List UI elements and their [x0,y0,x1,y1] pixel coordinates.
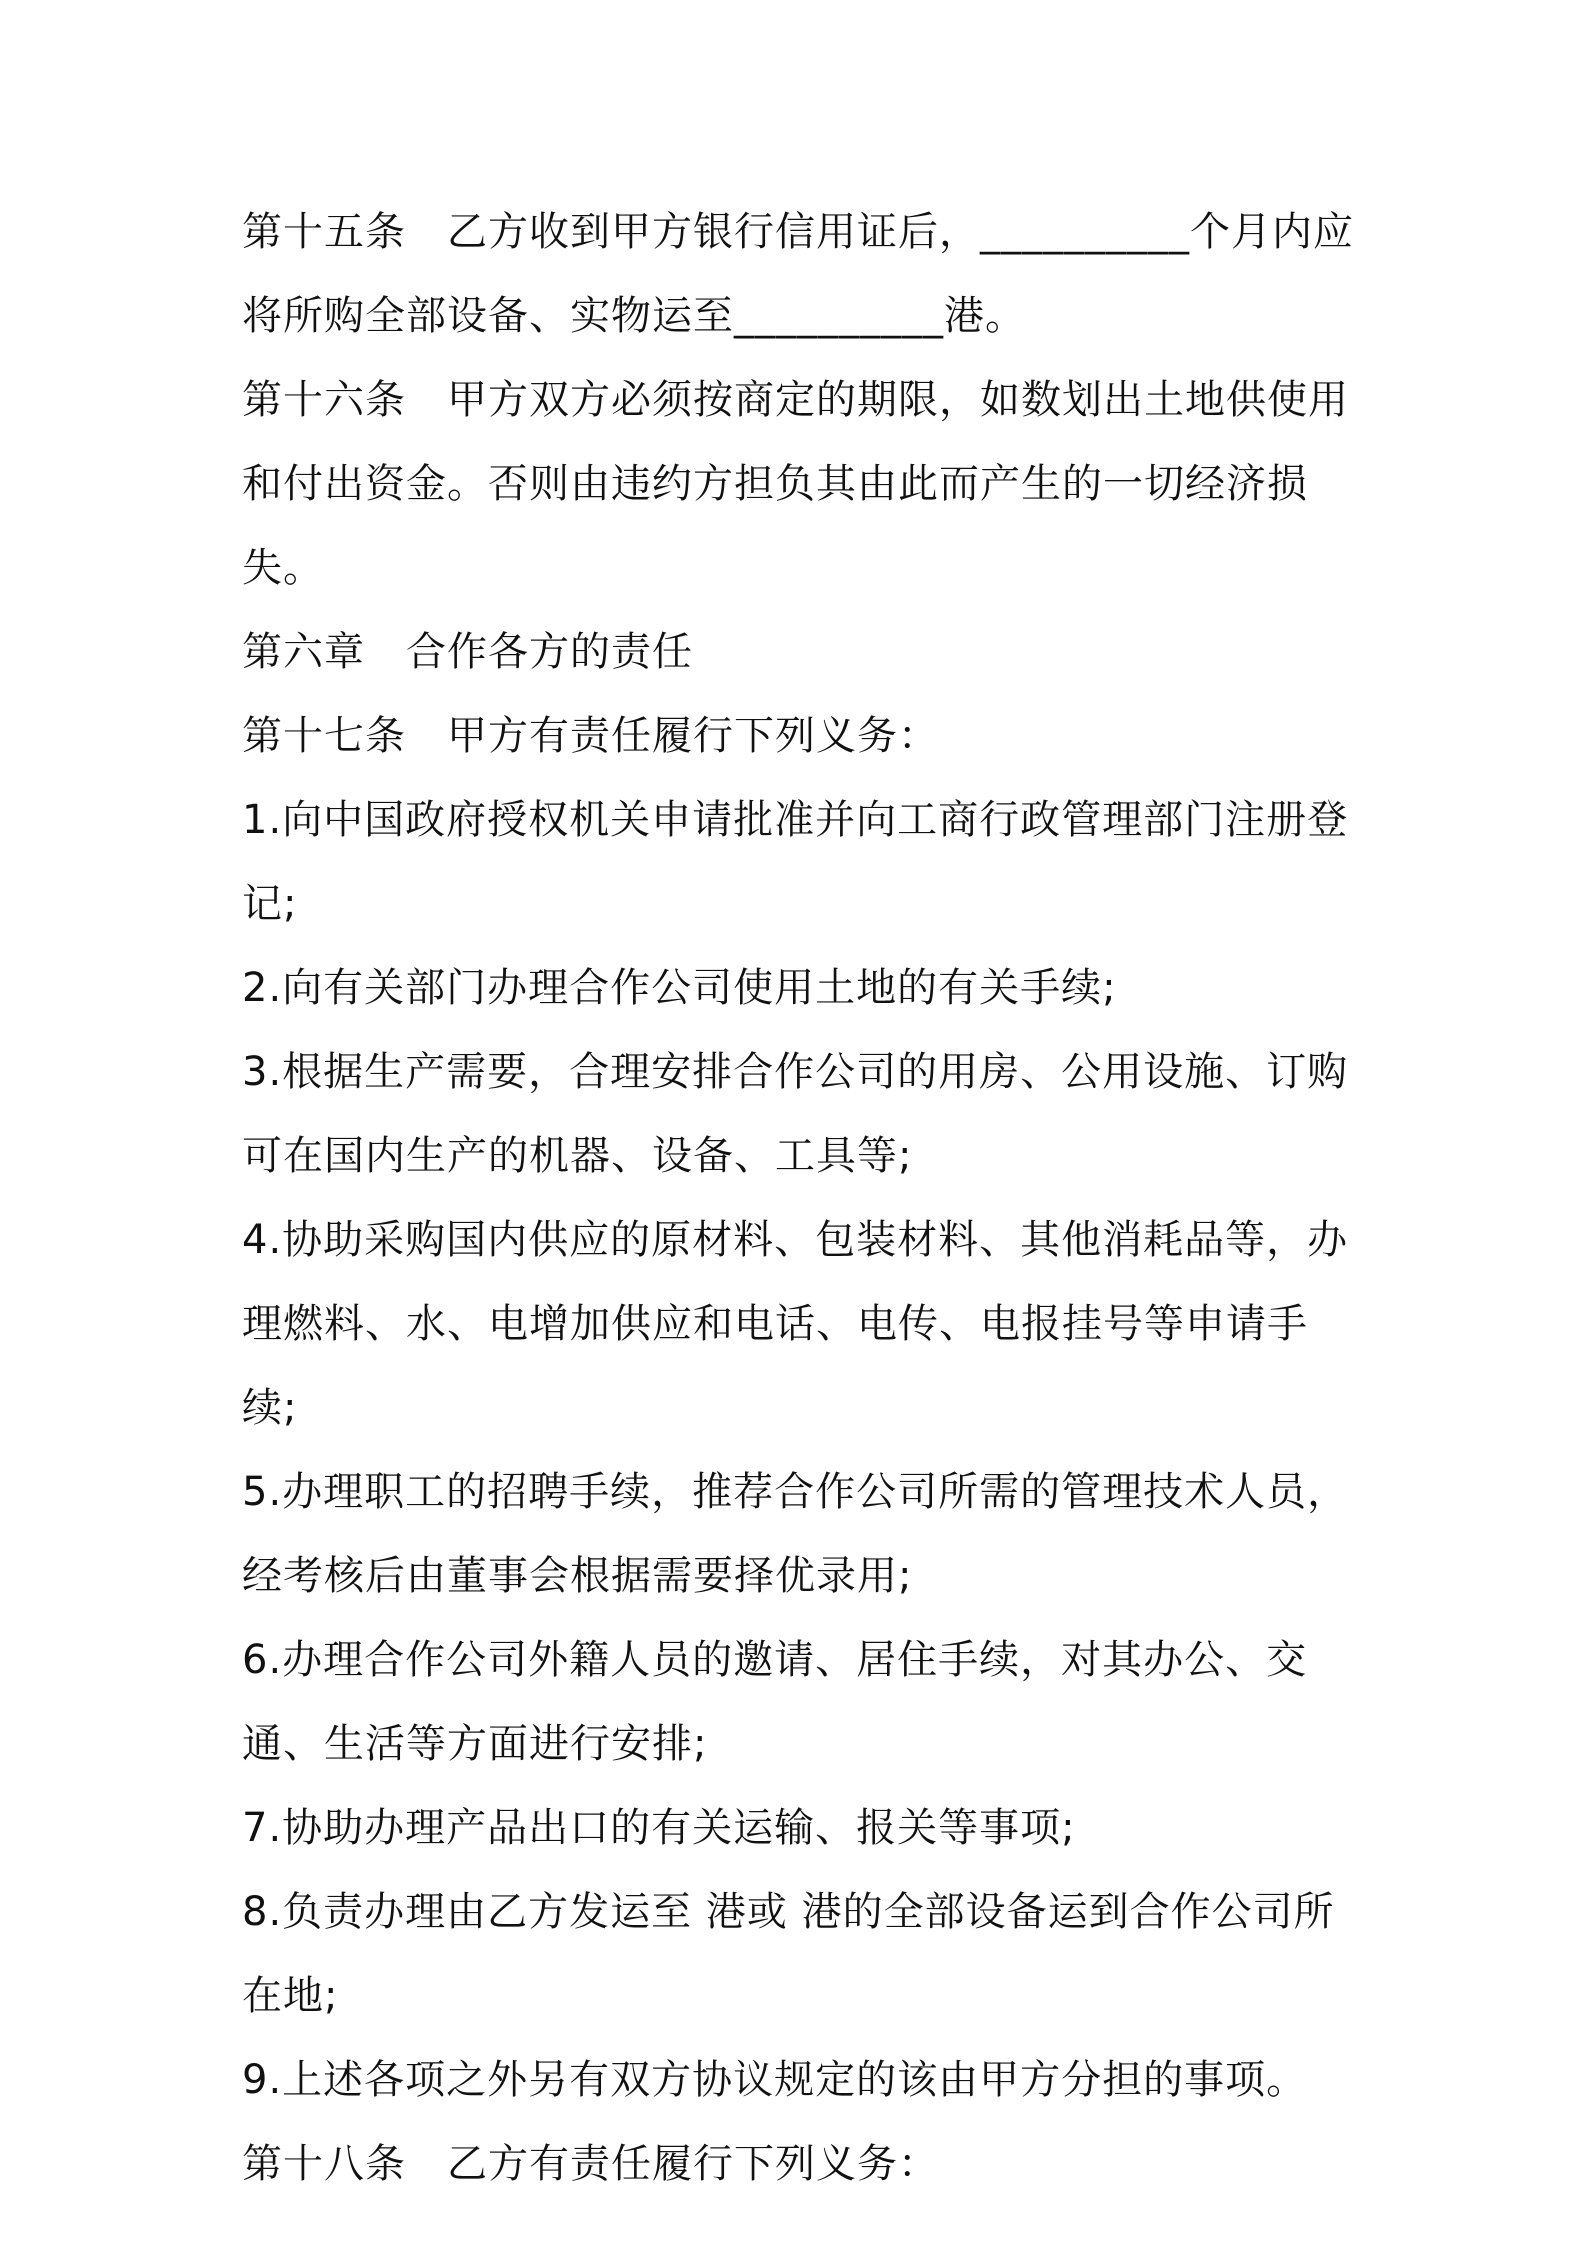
article-18: 第十八条 乙方有责任履行下列义务： [242,2141,939,2187]
obligation-item-1: 1.向中国政府授权机关申请批准并向工商行政管理部门注册登记; [242,797,1349,927]
document-body [242,190,1362,2206]
obligation-item-6: 6.办理合作公司外籍人员的邀请、居住手续，对其办公、交通、生活等方面进行安排; [242,1637,1308,1767]
obligation-item-5: 5.办理职工的招聘手续，推荐合作公司所需的管理技术人员，经考核后由董事会根据需要择优录用; [242,1469,1349,1599]
obligation-item-9: 9.上述各项之外另有双方协议规定的该由甲方分担的事项。 [242,2057,1308,2103]
obligation-item-8: 8.负责办理由乙方发运至 港或 港的全部设备运到合作公司所在地; [242,1889,1335,2019]
article-15: 第十五条 乙方收到甲方银行信用证后，__________个月内应将所购全部设备、实物运至__________港。 [242,209,1354,339]
article-16: 第十六条 甲方双方必须按商定的期限，如数划出土地供使用和付出资金。否则由违约方担负其由此而产生的一切经济损失。 [242,377,1349,591]
obligation-item-3: 3.根据生产需要，合理安排合作公司的用房、公用设施、订购可在国内生产的机器、设备、工具等; [242,1049,1349,1179]
chapter-6-heading: 第六章 合作各方的责任 [242,629,693,675]
obligation-item-7: 7.协助办理产品出口的有关运输、报关等事项; [242,1805,1076,1851]
obligation-item-4: 4.协助采购国内供应的原材料、包装材料、其他消耗品等，办理燃料、水、电增加供应和电话、电传、电报挂号等申请手续; [242,1217,1349,1431]
obligation-item-2: 2.向有关部门办理合作公司使用土地的有关手续; [242,965,1117,1011]
article-17: 第十七条 甲方有责任履行下列义务： [242,713,939,759]
